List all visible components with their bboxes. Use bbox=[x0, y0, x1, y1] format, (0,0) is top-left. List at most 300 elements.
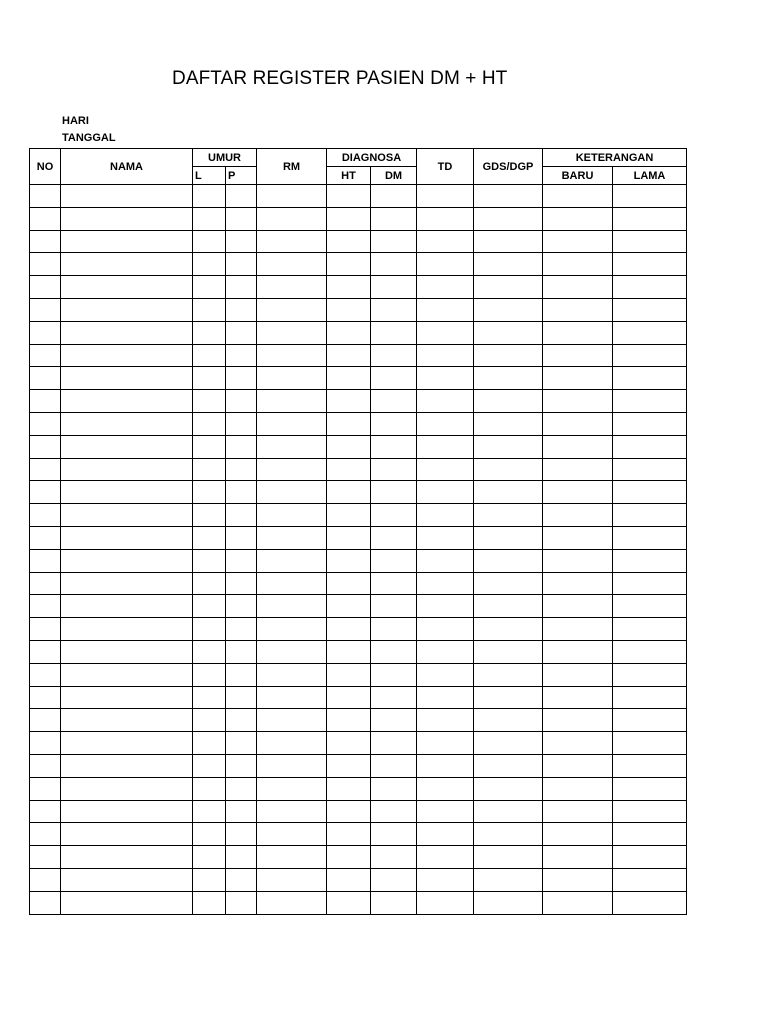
cell-diagnosa-ht[interactable] bbox=[327, 390, 371, 413]
cell-td[interactable] bbox=[417, 618, 474, 641]
cell-nama[interactable] bbox=[61, 185, 193, 208]
cell-umur-l[interactable] bbox=[193, 732, 226, 755]
cell-umur-l[interactable] bbox=[193, 230, 226, 253]
cell-no[interactable] bbox=[30, 481, 61, 504]
cell-td[interactable] bbox=[417, 549, 474, 572]
cell-diagnosa-dm[interactable] bbox=[371, 595, 417, 618]
cell-umur-l[interactable] bbox=[193, 276, 226, 299]
cell-rm[interactable] bbox=[257, 663, 327, 686]
cell-rm[interactable] bbox=[257, 709, 327, 732]
cell-td[interactable] bbox=[417, 526, 474, 549]
cell-keterangan-lama[interactable] bbox=[613, 549, 687, 572]
cell-gds-dgp[interactable] bbox=[474, 618, 543, 641]
cell-umur-l[interactable] bbox=[193, 800, 226, 823]
cell-nama[interactable] bbox=[61, 390, 193, 413]
cell-diagnosa-ht[interactable] bbox=[327, 868, 371, 891]
cell-gds-dgp[interactable] bbox=[474, 800, 543, 823]
cell-keterangan-lama[interactable] bbox=[613, 709, 687, 732]
cell-nama[interactable] bbox=[61, 276, 193, 299]
cell-diagnosa-ht[interactable] bbox=[327, 549, 371, 572]
cell-diagnosa-ht[interactable] bbox=[327, 207, 371, 230]
cell-nama[interactable] bbox=[61, 800, 193, 823]
cell-keterangan-baru[interactable] bbox=[543, 504, 613, 527]
cell-diagnosa-dm[interactable] bbox=[371, 686, 417, 709]
cell-diagnosa-ht[interactable] bbox=[327, 595, 371, 618]
cell-keterangan-lama[interactable] bbox=[613, 868, 687, 891]
cell-keterangan-baru[interactable] bbox=[543, 800, 613, 823]
cell-gds-dgp[interactable] bbox=[474, 230, 543, 253]
cell-td[interactable] bbox=[417, 595, 474, 618]
cell-gds-dgp[interactable] bbox=[474, 367, 543, 390]
cell-umur-p[interactable] bbox=[226, 344, 257, 367]
cell-diagnosa-dm[interactable] bbox=[371, 276, 417, 299]
cell-diagnosa-dm[interactable] bbox=[371, 458, 417, 481]
cell-diagnosa-dm[interactable] bbox=[371, 777, 417, 800]
cell-keterangan-baru[interactable] bbox=[543, 526, 613, 549]
cell-rm[interactable] bbox=[257, 481, 327, 504]
cell-umur-p[interactable] bbox=[226, 618, 257, 641]
cell-umur-p[interactable] bbox=[226, 640, 257, 663]
cell-no[interactable] bbox=[30, 185, 61, 208]
cell-rm[interactable] bbox=[257, 526, 327, 549]
cell-umur-l[interactable] bbox=[193, 344, 226, 367]
cell-gds-dgp[interactable] bbox=[474, 868, 543, 891]
cell-no[interactable] bbox=[30, 846, 61, 869]
cell-keterangan-lama[interactable] bbox=[613, 481, 687, 504]
cell-diagnosa-dm[interactable] bbox=[371, 344, 417, 367]
cell-gds-dgp[interactable] bbox=[474, 686, 543, 709]
cell-keterangan-baru[interactable] bbox=[543, 230, 613, 253]
cell-umur-l[interactable] bbox=[193, 481, 226, 504]
cell-rm[interactable] bbox=[257, 435, 327, 458]
cell-td[interactable] bbox=[417, 732, 474, 755]
cell-nama[interactable] bbox=[61, 709, 193, 732]
cell-diagnosa-dm[interactable] bbox=[371, 185, 417, 208]
cell-gds-dgp[interactable] bbox=[474, 823, 543, 846]
cell-keterangan-lama[interactable] bbox=[613, 526, 687, 549]
cell-rm[interactable] bbox=[257, 390, 327, 413]
cell-td[interactable] bbox=[417, 390, 474, 413]
cell-diagnosa-dm[interactable] bbox=[371, 549, 417, 572]
cell-diagnosa-dm[interactable] bbox=[371, 435, 417, 458]
cell-nama[interactable] bbox=[61, 298, 193, 321]
cell-td[interactable] bbox=[417, 754, 474, 777]
cell-td[interactable] bbox=[417, 253, 474, 276]
cell-gds-dgp[interactable] bbox=[474, 207, 543, 230]
cell-keterangan-baru[interactable] bbox=[543, 321, 613, 344]
cell-umur-p[interactable] bbox=[226, 526, 257, 549]
cell-umur-p[interactable] bbox=[226, 504, 257, 527]
cell-td[interactable] bbox=[417, 572, 474, 595]
cell-td[interactable] bbox=[417, 367, 474, 390]
cell-diagnosa-dm[interactable] bbox=[371, 732, 417, 755]
cell-nama[interactable] bbox=[61, 618, 193, 641]
cell-keterangan-lama[interactable] bbox=[613, 846, 687, 869]
cell-diagnosa-dm[interactable] bbox=[371, 207, 417, 230]
cell-rm[interactable] bbox=[257, 640, 327, 663]
cell-no[interactable] bbox=[30, 230, 61, 253]
cell-rm[interactable] bbox=[257, 891, 327, 914]
cell-gds-dgp[interactable] bbox=[474, 709, 543, 732]
cell-umur-p[interactable] bbox=[226, 367, 257, 390]
cell-keterangan-baru[interactable] bbox=[543, 298, 613, 321]
cell-diagnosa-dm[interactable] bbox=[371, 800, 417, 823]
cell-keterangan-baru[interactable] bbox=[543, 572, 613, 595]
cell-nama[interactable] bbox=[61, 230, 193, 253]
cell-nama[interactable] bbox=[61, 504, 193, 527]
cell-diagnosa-dm[interactable] bbox=[371, 230, 417, 253]
cell-umur-l[interactable] bbox=[193, 367, 226, 390]
cell-keterangan-baru[interactable] bbox=[543, 458, 613, 481]
cell-gds-dgp[interactable] bbox=[474, 344, 543, 367]
cell-nama[interactable] bbox=[61, 458, 193, 481]
cell-diagnosa-ht[interactable] bbox=[327, 298, 371, 321]
cell-umur-p[interactable] bbox=[226, 891, 257, 914]
cell-keterangan-lama[interactable] bbox=[613, 572, 687, 595]
cell-umur-p[interactable] bbox=[226, 800, 257, 823]
cell-no[interactable] bbox=[30, 891, 61, 914]
cell-gds-dgp[interactable] bbox=[474, 276, 543, 299]
cell-nama[interactable] bbox=[61, 549, 193, 572]
cell-rm[interactable] bbox=[257, 618, 327, 641]
cell-no[interactable] bbox=[30, 253, 61, 276]
cell-umur-p[interactable] bbox=[226, 412, 257, 435]
cell-gds-dgp[interactable] bbox=[474, 732, 543, 755]
cell-nama[interactable] bbox=[61, 367, 193, 390]
cell-diagnosa-ht[interactable] bbox=[327, 686, 371, 709]
cell-nama[interactable] bbox=[61, 846, 193, 869]
cell-rm[interactable] bbox=[257, 504, 327, 527]
cell-td[interactable] bbox=[417, 800, 474, 823]
cell-diagnosa-ht[interactable] bbox=[327, 777, 371, 800]
cell-diagnosa-dm[interactable] bbox=[371, 572, 417, 595]
cell-gds-dgp[interactable] bbox=[474, 412, 543, 435]
cell-keterangan-baru[interactable] bbox=[543, 390, 613, 413]
cell-diagnosa-ht[interactable] bbox=[327, 412, 371, 435]
cell-umur-p[interactable] bbox=[226, 458, 257, 481]
cell-nama[interactable] bbox=[61, 777, 193, 800]
cell-rm[interactable] bbox=[257, 207, 327, 230]
cell-td[interactable] bbox=[417, 412, 474, 435]
cell-diagnosa-ht[interactable] bbox=[327, 435, 371, 458]
cell-umur-p[interactable] bbox=[226, 549, 257, 572]
cell-td[interactable] bbox=[417, 458, 474, 481]
cell-gds-dgp[interactable] bbox=[474, 549, 543, 572]
cell-keterangan-baru[interactable] bbox=[543, 595, 613, 618]
cell-diagnosa-ht[interactable] bbox=[327, 185, 371, 208]
cell-nama[interactable] bbox=[61, 344, 193, 367]
cell-rm[interactable] bbox=[257, 367, 327, 390]
cell-diagnosa-ht[interactable] bbox=[327, 321, 371, 344]
cell-nama[interactable] bbox=[61, 732, 193, 755]
cell-gds-dgp[interactable] bbox=[474, 526, 543, 549]
cell-td[interactable] bbox=[417, 207, 474, 230]
cell-keterangan-lama[interactable] bbox=[613, 344, 687, 367]
cell-td[interactable] bbox=[417, 846, 474, 869]
cell-diagnosa-ht[interactable] bbox=[327, 367, 371, 390]
cell-keterangan-lama[interactable] bbox=[613, 185, 687, 208]
cell-keterangan-lama[interactable] bbox=[613, 595, 687, 618]
cell-keterangan-baru[interactable] bbox=[543, 709, 613, 732]
cell-umur-p[interactable] bbox=[226, 595, 257, 618]
cell-nama[interactable] bbox=[61, 868, 193, 891]
cell-td[interactable] bbox=[417, 344, 474, 367]
cell-td[interactable] bbox=[417, 868, 474, 891]
cell-keterangan-lama[interactable] bbox=[613, 618, 687, 641]
cell-diagnosa-dm[interactable] bbox=[371, 709, 417, 732]
cell-td[interactable] bbox=[417, 663, 474, 686]
cell-td[interactable] bbox=[417, 686, 474, 709]
cell-umur-l[interactable] bbox=[193, 572, 226, 595]
cell-nama[interactable] bbox=[61, 663, 193, 686]
cell-rm[interactable] bbox=[257, 276, 327, 299]
cell-keterangan-lama[interactable] bbox=[613, 390, 687, 413]
cell-gds-dgp[interactable] bbox=[474, 298, 543, 321]
cell-nama[interactable] bbox=[61, 207, 193, 230]
cell-no[interactable] bbox=[30, 321, 61, 344]
cell-rm[interactable] bbox=[257, 253, 327, 276]
cell-gds-dgp[interactable] bbox=[474, 572, 543, 595]
cell-td[interactable] bbox=[417, 640, 474, 663]
cell-td[interactable] bbox=[417, 504, 474, 527]
cell-umur-l[interactable] bbox=[193, 435, 226, 458]
cell-umur-p[interactable] bbox=[226, 572, 257, 595]
cell-keterangan-baru[interactable] bbox=[543, 732, 613, 755]
cell-keterangan-lama[interactable] bbox=[613, 686, 687, 709]
cell-no[interactable] bbox=[30, 709, 61, 732]
cell-umur-p[interactable] bbox=[226, 823, 257, 846]
cell-keterangan-lama[interactable] bbox=[613, 754, 687, 777]
cell-keterangan-baru[interactable] bbox=[543, 435, 613, 458]
cell-keterangan-baru[interactable] bbox=[543, 686, 613, 709]
cell-rm[interactable] bbox=[257, 800, 327, 823]
cell-td[interactable] bbox=[417, 435, 474, 458]
cell-rm[interactable] bbox=[257, 572, 327, 595]
cell-keterangan-lama[interactable] bbox=[613, 732, 687, 755]
cell-diagnosa-dm[interactable] bbox=[371, 321, 417, 344]
cell-diagnosa-ht[interactable] bbox=[327, 230, 371, 253]
cell-rm[interactable] bbox=[257, 321, 327, 344]
cell-diagnosa-ht[interactable] bbox=[327, 458, 371, 481]
cell-nama[interactable] bbox=[61, 435, 193, 458]
cell-diagnosa-dm[interactable] bbox=[371, 663, 417, 686]
cell-keterangan-baru[interactable] bbox=[543, 549, 613, 572]
cell-td[interactable] bbox=[417, 230, 474, 253]
cell-umur-l[interactable] bbox=[193, 412, 226, 435]
cell-umur-p[interactable] bbox=[226, 185, 257, 208]
cell-rm[interactable] bbox=[257, 595, 327, 618]
cell-keterangan-baru[interactable] bbox=[543, 823, 613, 846]
cell-diagnosa-ht[interactable] bbox=[327, 846, 371, 869]
cell-keterangan-lama[interactable] bbox=[613, 458, 687, 481]
cell-keterangan-baru[interactable] bbox=[543, 777, 613, 800]
cell-keterangan-baru[interactable] bbox=[543, 618, 613, 641]
cell-umur-p[interactable] bbox=[226, 390, 257, 413]
cell-umur-l[interactable] bbox=[193, 185, 226, 208]
cell-gds-dgp[interactable] bbox=[474, 595, 543, 618]
cell-keterangan-lama[interactable] bbox=[613, 276, 687, 299]
cell-td[interactable] bbox=[417, 321, 474, 344]
cell-nama[interactable] bbox=[61, 481, 193, 504]
cell-umur-p[interactable] bbox=[226, 230, 257, 253]
cell-umur-p[interactable] bbox=[226, 686, 257, 709]
cell-diagnosa-ht[interactable] bbox=[327, 800, 371, 823]
cell-rm[interactable] bbox=[257, 732, 327, 755]
cell-keterangan-baru[interactable] bbox=[543, 481, 613, 504]
cell-diagnosa-ht[interactable] bbox=[327, 754, 371, 777]
cell-keterangan-baru[interactable] bbox=[543, 253, 613, 276]
cell-no[interactable] bbox=[30, 663, 61, 686]
cell-keterangan-lama[interactable] bbox=[613, 640, 687, 663]
cell-diagnosa-ht[interactable] bbox=[327, 663, 371, 686]
cell-umur-p[interactable] bbox=[226, 663, 257, 686]
cell-umur-p[interactable] bbox=[226, 846, 257, 869]
cell-gds-dgp[interactable] bbox=[474, 185, 543, 208]
cell-umur-l[interactable] bbox=[193, 640, 226, 663]
cell-umur-l[interactable] bbox=[193, 618, 226, 641]
cell-umur-p[interactable] bbox=[226, 276, 257, 299]
cell-gds-dgp[interactable] bbox=[474, 640, 543, 663]
cell-umur-l[interactable] bbox=[193, 458, 226, 481]
cell-diagnosa-dm[interactable] bbox=[371, 846, 417, 869]
cell-umur-l[interactable] bbox=[193, 526, 226, 549]
cell-no[interactable] bbox=[30, 412, 61, 435]
cell-umur-p[interactable] bbox=[226, 321, 257, 344]
cell-rm[interactable] bbox=[257, 412, 327, 435]
cell-diagnosa-ht[interactable] bbox=[327, 344, 371, 367]
cell-umur-l[interactable] bbox=[193, 823, 226, 846]
cell-umur-l[interactable] bbox=[193, 321, 226, 344]
cell-diagnosa-dm[interactable] bbox=[371, 640, 417, 663]
cell-keterangan-lama[interactable] bbox=[613, 412, 687, 435]
cell-rm[interactable] bbox=[257, 344, 327, 367]
cell-diagnosa-dm[interactable] bbox=[371, 481, 417, 504]
cell-td[interactable] bbox=[417, 298, 474, 321]
cell-no[interactable] bbox=[30, 868, 61, 891]
cell-diagnosa-dm[interactable] bbox=[371, 618, 417, 641]
cell-umur-l[interactable] bbox=[193, 504, 226, 527]
cell-nama[interactable] bbox=[61, 253, 193, 276]
cell-keterangan-lama[interactable] bbox=[613, 891, 687, 914]
cell-no[interactable] bbox=[30, 344, 61, 367]
cell-umur-p[interactable] bbox=[226, 709, 257, 732]
cell-gds-dgp[interactable] bbox=[474, 663, 543, 686]
cell-rm[interactable] bbox=[257, 185, 327, 208]
cell-nama[interactable] bbox=[61, 412, 193, 435]
cell-diagnosa-ht[interactable] bbox=[327, 253, 371, 276]
cell-diagnosa-ht[interactable] bbox=[327, 572, 371, 595]
cell-diagnosa-ht[interactable] bbox=[327, 709, 371, 732]
cell-no[interactable] bbox=[30, 276, 61, 299]
cell-keterangan-baru[interactable] bbox=[543, 846, 613, 869]
cell-diagnosa-dm[interactable] bbox=[371, 526, 417, 549]
cell-umur-p[interactable] bbox=[226, 253, 257, 276]
cell-umur-p[interactable] bbox=[226, 732, 257, 755]
cell-rm[interactable] bbox=[257, 298, 327, 321]
cell-no[interactable] bbox=[30, 207, 61, 230]
cell-nama[interactable] bbox=[61, 640, 193, 663]
cell-no[interactable] bbox=[30, 549, 61, 572]
cell-diagnosa-ht[interactable] bbox=[327, 276, 371, 299]
cell-diagnosa-dm[interactable] bbox=[371, 390, 417, 413]
cell-keterangan-baru[interactable] bbox=[543, 185, 613, 208]
cell-umur-l[interactable] bbox=[193, 777, 226, 800]
cell-keterangan-lama[interactable] bbox=[613, 321, 687, 344]
cell-no[interactable] bbox=[30, 572, 61, 595]
cell-rm[interactable] bbox=[257, 686, 327, 709]
cell-td[interactable] bbox=[417, 777, 474, 800]
cell-rm[interactable] bbox=[257, 868, 327, 891]
cell-rm[interactable] bbox=[257, 777, 327, 800]
cell-nama[interactable] bbox=[61, 754, 193, 777]
cell-umur-l[interactable] bbox=[193, 549, 226, 572]
cell-no[interactable] bbox=[30, 618, 61, 641]
cell-umur-p[interactable] bbox=[226, 298, 257, 321]
cell-no[interactable] bbox=[30, 777, 61, 800]
cell-no[interactable] bbox=[30, 435, 61, 458]
cell-umur-l[interactable] bbox=[193, 390, 226, 413]
cell-umur-l[interactable] bbox=[193, 207, 226, 230]
cell-nama[interactable] bbox=[61, 595, 193, 618]
cell-umur-p[interactable] bbox=[226, 481, 257, 504]
cell-nama[interactable] bbox=[61, 823, 193, 846]
cell-diagnosa-ht[interactable] bbox=[327, 823, 371, 846]
cell-umur-p[interactable] bbox=[226, 777, 257, 800]
cell-keterangan-baru[interactable] bbox=[543, 276, 613, 299]
cell-diagnosa-dm[interactable] bbox=[371, 823, 417, 846]
cell-umur-l[interactable] bbox=[193, 846, 226, 869]
cell-rm[interactable] bbox=[257, 230, 327, 253]
cell-keterangan-lama[interactable] bbox=[613, 298, 687, 321]
cell-umur-l[interactable] bbox=[193, 298, 226, 321]
cell-keterangan-lama[interactable] bbox=[613, 504, 687, 527]
cell-td[interactable] bbox=[417, 709, 474, 732]
cell-rm[interactable] bbox=[257, 823, 327, 846]
cell-no[interactable] bbox=[30, 823, 61, 846]
cell-keterangan-baru[interactable] bbox=[543, 891, 613, 914]
cell-umur-l[interactable] bbox=[193, 709, 226, 732]
cell-diagnosa-ht[interactable] bbox=[327, 504, 371, 527]
cell-td[interactable] bbox=[417, 185, 474, 208]
cell-keterangan-lama[interactable] bbox=[613, 207, 687, 230]
cell-keterangan-baru[interactable] bbox=[543, 868, 613, 891]
cell-keterangan-baru[interactable] bbox=[543, 207, 613, 230]
cell-no[interactable] bbox=[30, 595, 61, 618]
cell-diagnosa-ht[interactable] bbox=[327, 891, 371, 914]
cell-gds-dgp[interactable] bbox=[474, 754, 543, 777]
cell-diagnosa-ht[interactable] bbox=[327, 732, 371, 755]
cell-gds-dgp[interactable] bbox=[474, 846, 543, 869]
cell-gds-dgp[interactable] bbox=[474, 435, 543, 458]
cell-td[interactable] bbox=[417, 823, 474, 846]
cell-keterangan-lama[interactable] bbox=[613, 253, 687, 276]
cell-diagnosa-dm[interactable] bbox=[371, 367, 417, 390]
cell-rm[interactable] bbox=[257, 754, 327, 777]
cell-no[interactable] bbox=[30, 526, 61, 549]
cell-no[interactable] bbox=[30, 390, 61, 413]
cell-rm[interactable] bbox=[257, 458, 327, 481]
cell-diagnosa-dm[interactable] bbox=[371, 412, 417, 435]
cell-keterangan-lama[interactable] bbox=[613, 435, 687, 458]
cell-rm[interactable] bbox=[257, 549, 327, 572]
cell-gds-dgp[interactable] bbox=[474, 390, 543, 413]
cell-umur-l[interactable] bbox=[193, 686, 226, 709]
cell-umur-l[interactable] bbox=[193, 754, 226, 777]
cell-gds-dgp[interactable] bbox=[474, 504, 543, 527]
cell-keterangan-baru[interactable] bbox=[543, 754, 613, 777]
cell-no[interactable] bbox=[30, 458, 61, 481]
cell-keterangan-lama[interactable] bbox=[613, 823, 687, 846]
